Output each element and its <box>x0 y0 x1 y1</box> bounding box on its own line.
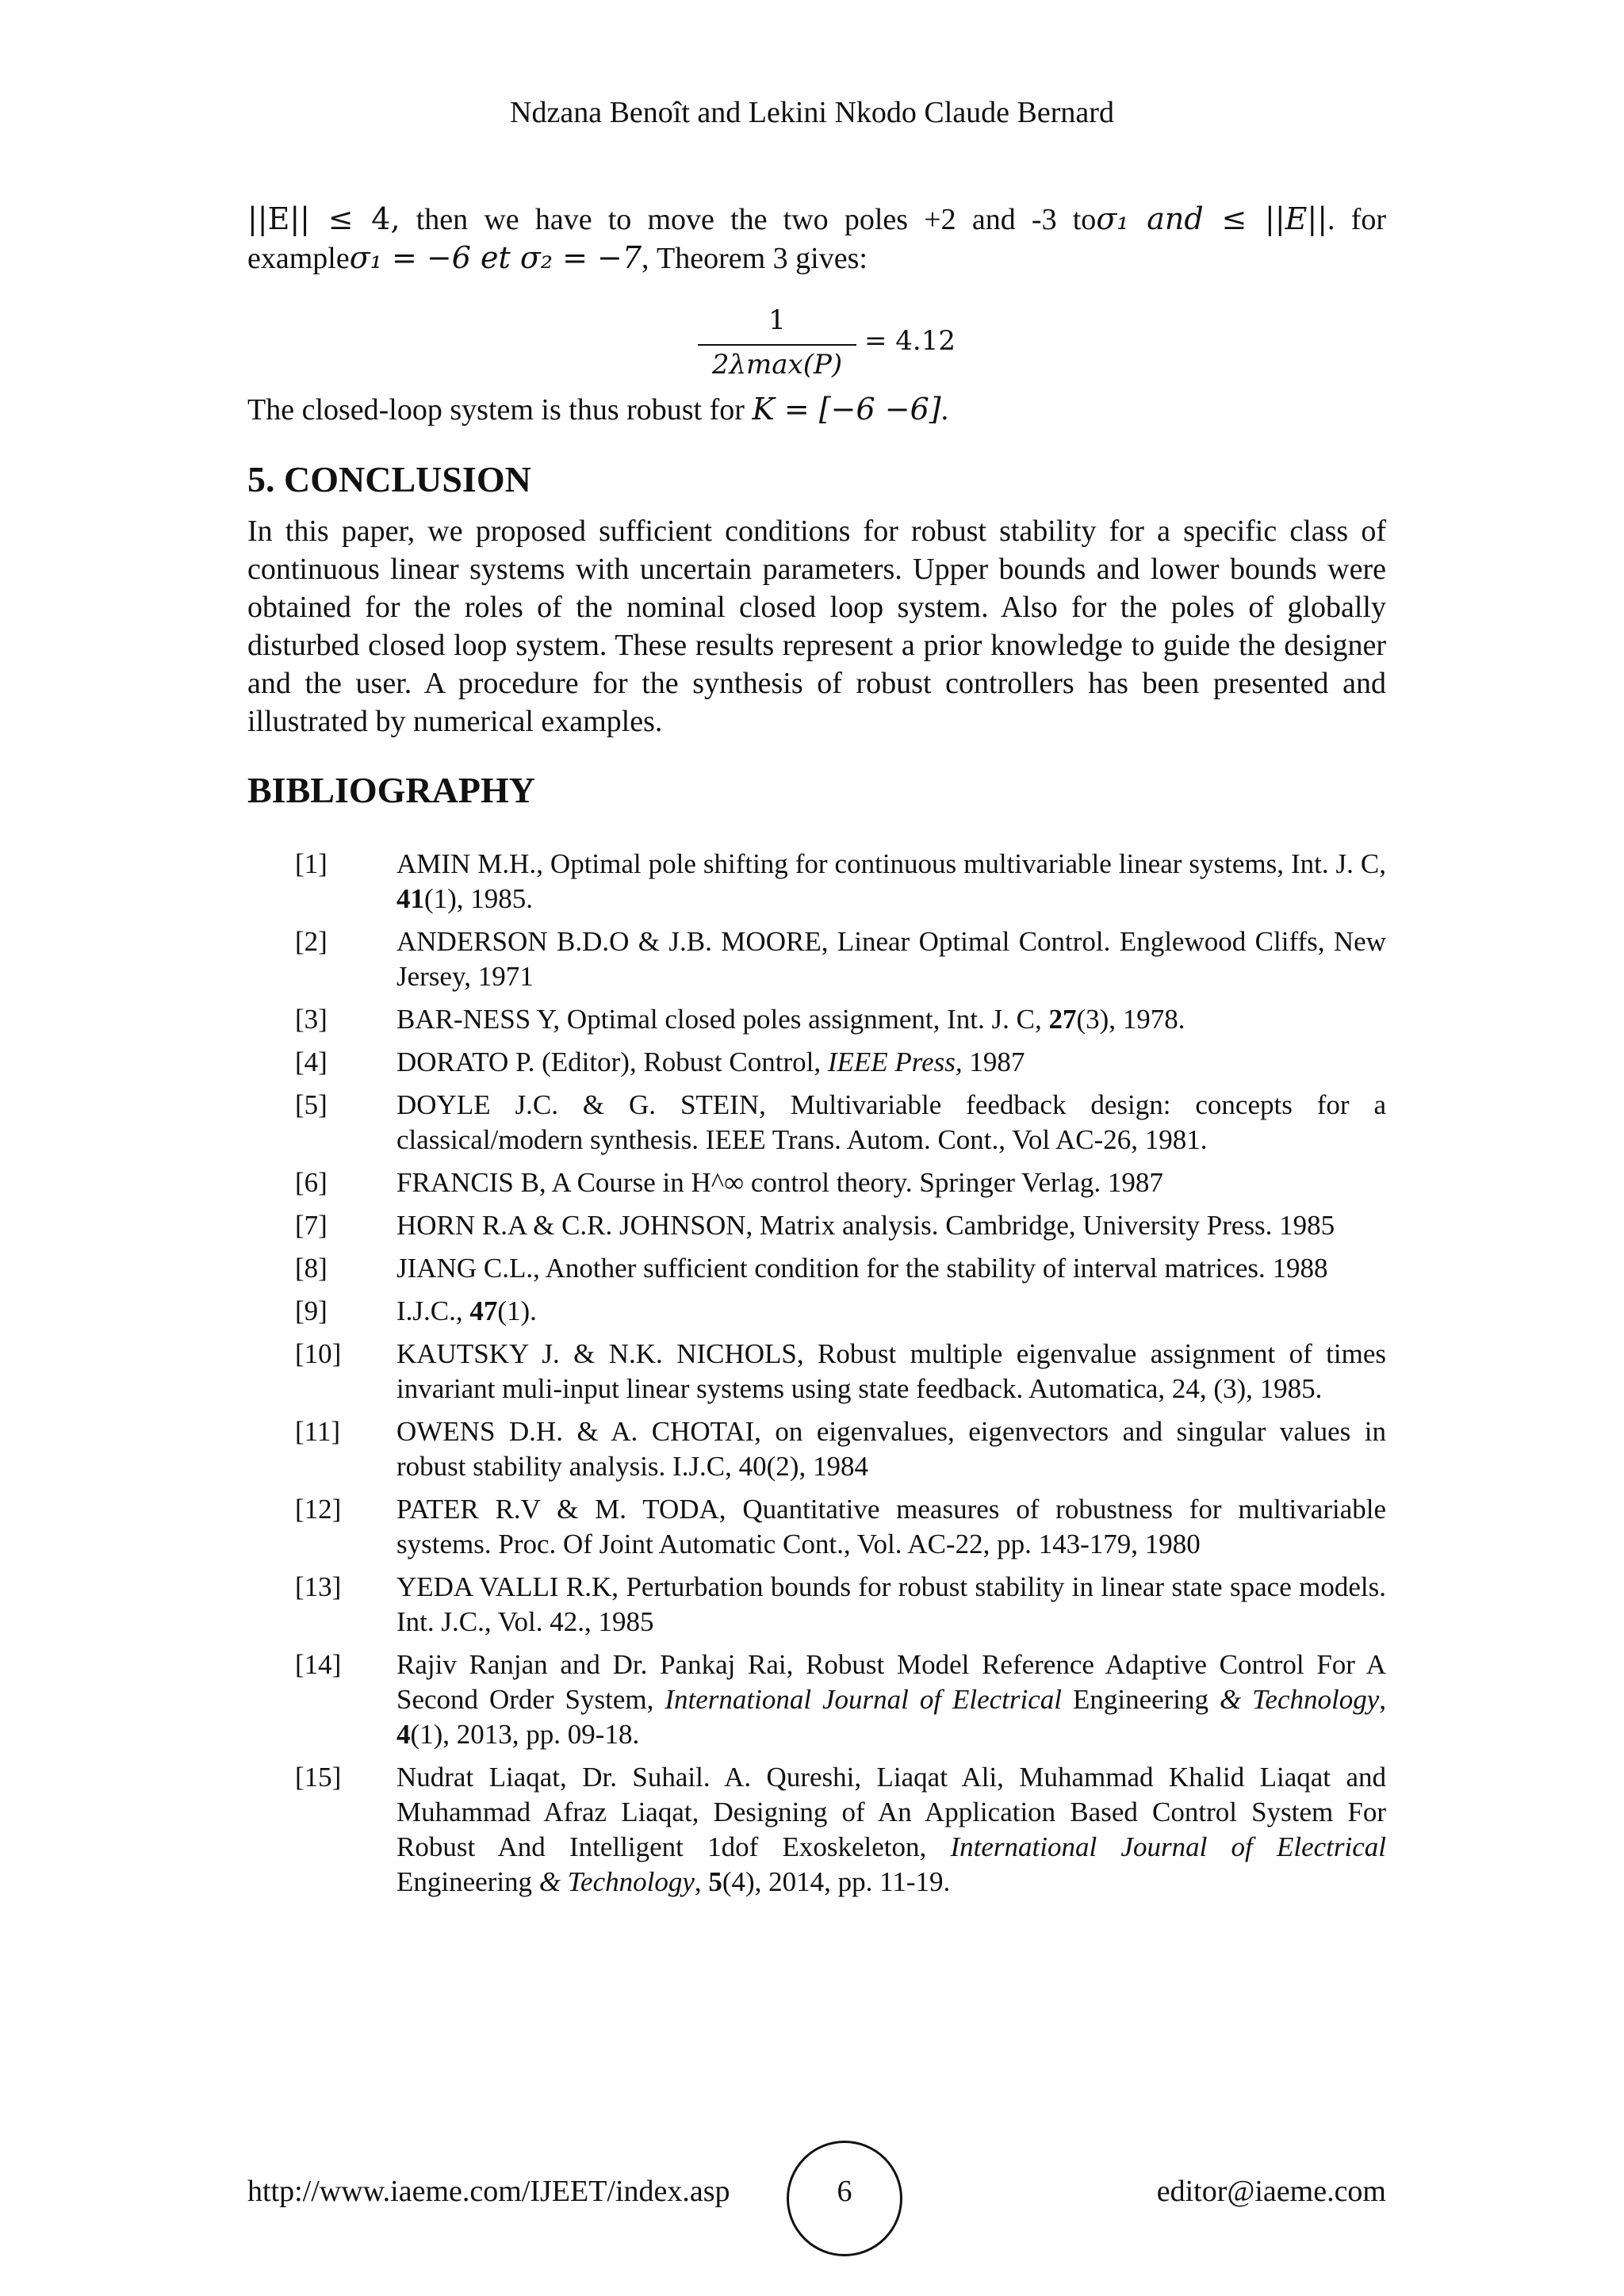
fraction-bar <box>698 344 856 346</box>
equation-numerator: 1 <box>768 304 786 336</box>
running-header: Ndzana Benoît and Lekini Nkodo Claude Bernard <box>510 96 1114 129</box>
editor-email-link[interactable]: editor@iaeme.com <box>1156 2175 1386 2208</box>
reference-item: [7] HORN R.A & C.R. JOHNSON, Matrix analysis. Cambridge, University Press. 1985 <box>295 1210 1335 1241</box>
journal-url-link[interactable]: http://www.iaeme.com/IJEET/index.asp <box>247 2175 730 2208</box>
reference-list <box>247 847 1386 1908</box>
reference-item: [14] Rajiv Ranjan and Dr. Pankaj Rai, Robust Model Reference Adaptive Control For A Second Order System, International Journal of Electrical Engineering & Technology, 4(1), 2013, pp. 09-18. <box>295 1649 1386 1750</box>
page-footer <box>247 2141 1386 2260</box>
reference-item: [11] OWENS D.H. & A. CHOTAI, on eigenvalues, eigenvectors and singular values in robust stability analysis. I.J.C, 40(2), 1984 <box>295 1416 1386 1482</box>
reference-item: [2] ANDERSON B.D.O & J.B. MOORE, Linear Optimal Control. Englewood Cliffs, New Jersey, 1971 <box>295 926 1386 992</box>
intro-paragraph <box>247 200 1386 277</box>
reference-item: [12] PATER R.V & M. TODA, Quantitative measures of robustness for multivariable systems. Proc. Of Joint Automatic Cont., Vol. AC-22, pp. 143-179, 1980 <box>295 1494 1386 1559</box>
reference-item: [10] KAUTSKY J. & N.K. NICHOLS, Robust multiple eigenvalue assignment of times invariant muli-input linear systems using state feedback. Automatica, 24, (3), 1985. <box>295 1338 1386 1404</box>
reference-item: [1] AMIN M.H., Optimal pole shifting for continuous multivariable linear systems, Int. J. C, 41(1), 1985. <box>295 848 1386 914</box>
bibliography-heading: BIBLIOGRAPHY <box>247 770 535 810</box>
reference-item: [9] I.J.C., 47(1). <box>295 1295 537 1326</box>
reference-item: [4] DORATO P. (Editor), Robust Control, IEEE Press, 1987 <box>295 1047 1025 1077</box>
reference-item: [13] YEDA VALLI R.K, Perturbation bounds for robust stability in linear state space models. Int. J.C., Vol. 42., 1985 <box>295 1571 1386 1637</box>
reference-item: [3] BAR-NESS Y, Optimal closed poles assignment, Int. J. C, 27(3), 1978. <box>295 1004 1185 1035</box>
result-sentence: The closed-loop system is thus robust for K = [−6 −6]. <box>247 392 949 427</box>
intro-line-2: exampleσ₁ = −6 et σ₂ = −7, Theorem 3 gives: <box>247 240 868 275</box>
conclusion-body: In this paper, we proposed sufficient conditions for robust stability for a specific class of continuous linear systems with uncertain parameters. Upper bounds and lower bounds were obtained for the roles of the nominal closed loop system. Also for the poles of globally disturbed closed loop system. These results represent a prior knowledge to guide the designer and the user. A procedure for the synthesis of robust controllers has been presented and illustrated by numerical examples. <box>247 515 1386 738</box>
equation-fraction <box>698 304 999 384</box>
page-number: 6 <box>837 2175 852 2208</box>
equation-denominator: 2λmax(P) <box>711 349 843 381</box>
reference-item: [8] JIANG C.L., Another sufficient condition for the stability of interval matrices. 1988 <box>295 1253 1328 1284</box>
equation-rhs: = 4.12 <box>864 325 956 357</box>
reference-item: [5] DOYLE J.C. & G. STEIN, Multivariable feedback design: concepts for a classical/modern synthesis. IEEE Trans. Autom. Cont., Vol AC-26, 1981. <box>295 1089 1386 1155</box>
conclusion-heading: 5. CONCLUSION <box>247 459 531 499</box>
reference-item: [6] FRANCIS B, A Course in H^∞ control theory. Springer Verlag. 1987 <box>295 1167 1163 1198</box>
reference-item: [15] Nudrat Liaqat, Dr. Suhail. A. Qureshi, Liaqat Ali, Muhammad Khalid Liaqat and Muhammad Afraz Liaqat, Designing of An Application Based Control System For Robust And Intelligent 1dof Exoskeleton, International Journal of Electrical Engineering & Technology, 5(4), 2014, pp. 11-19. <box>295 1762 1386 1897</box>
intro-line-1: ||E|| ≤ 4, then we have to move the two poles +2 and -3 toσ₁ and ≤ ||E||. for <box>247 201 1387 236</box>
